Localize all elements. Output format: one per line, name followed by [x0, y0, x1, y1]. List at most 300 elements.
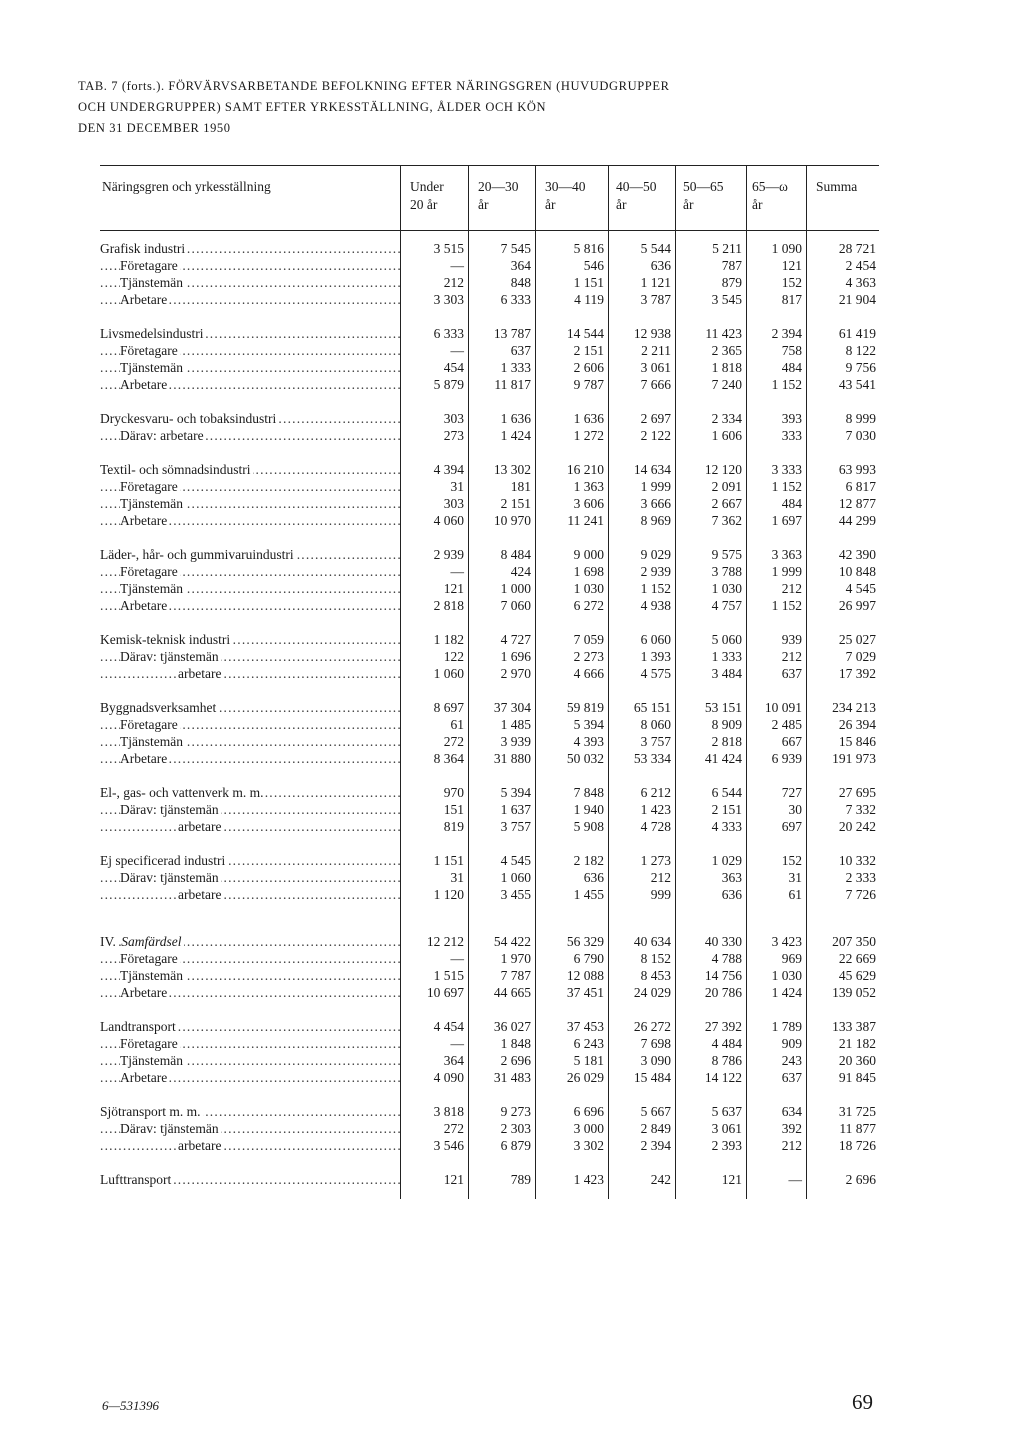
cell-value: 54 422 [493, 934, 531, 949]
cell-value: 1 970 [500, 951, 531, 966]
row-label: Tjänstemän ..... [100, 359, 400, 376]
cell-value: 18 726 [838, 1138, 876, 1153]
cell-value: 636 [583, 870, 604, 885]
cell-value: 242 [650, 1172, 671, 1187]
row-label: Arbetare ..... [100, 376, 400, 393]
cell-value: 4 119 [574, 292, 604, 307]
table-row [100, 852, 880, 869]
table-row [100, 1120, 880, 1137]
cell-value: 31 [450, 870, 464, 885]
cell-value: 4 788 [711, 951, 742, 966]
cell-value: — [450, 951, 464, 966]
cell-value: 191 973 [832, 751, 876, 766]
cell-value: 26 272 [633, 1019, 671, 1034]
cell-value: 5 667 [640, 1104, 671, 1119]
cell-value: 3 455 [500, 887, 531, 902]
cell-value: 28 721 [838, 241, 876, 256]
cell-value: 8 697 [433, 700, 464, 715]
table-row [100, 716, 880, 733]
spacer-row [100, 308, 880, 325]
cell-value: 37 304 [493, 700, 531, 715]
table-row [100, 410, 880, 427]
table-row [100, 1018, 880, 1035]
table-row [100, 699, 880, 716]
cell-value: 212 [781, 581, 802, 596]
cell-value: 2 365 [711, 343, 742, 358]
cell-value: 17 392 [838, 666, 876, 681]
table-row [100, 597, 880, 614]
cell-value: 6 333 [500, 292, 531, 307]
cell-value: 40 330 [704, 934, 742, 949]
cell-value: 1 423 [573, 1172, 604, 1187]
cell-value: 8 453 [640, 968, 671, 983]
cell-value: 1 999 [640, 479, 671, 494]
cell-value: 1 636 [500, 411, 531, 426]
cell-value: 8 152 [640, 951, 671, 966]
spacer-row [100, 393, 880, 410]
cell-value: 40 634 [633, 934, 671, 949]
table-row [100, 750, 880, 767]
cell-value: 637 [781, 666, 802, 681]
row-label: Tjänstemän ..... [100, 580, 400, 597]
cell-value: 9 575 [711, 547, 742, 562]
table-row [100, 1171, 880, 1188]
cell-value: 817 [781, 292, 802, 307]
row-label: arbetare ..... [100, 886, 400, 903]
cell-value: 2 394 [771, 326, 802, 341]
cell-value: 7 332 [845, 802, 876, 817]
cell-value: 3 546 [433, 1138, 464, 1153]
cell-value: 5 816 [573, 241, 604, 256]
cell-value: 6 817 [845, 479, 876, 494]
cell-value: 3 484 [711, 666, 742, 681]
cell-value: 3 423 [771, 934, 802, 949]
cell-value: 151 [443, 802, 464, 817]
title-line-3: DEN 31 DECEMBER 1950 [78, 121, 231, 135]
header-summa: Summa [816, 179, 858, 194]
cell-value: 1 393 [640, 649, 671, 664]
cell-value: 5 181 [573, 1053, 604, 1068]
cell-value: 22 669 [838, 951, 876, 966]
table-row [100, 291, 880, 308]
cell-value: 6 272 [573, 598, 604, 613]
spacer-row [100, 529, 880, 546]
row-label: arbetare ..... [100, 665, 400, 682]
cell-value: 4 090 [433, 1070, 464, 1085]
cell-value: 758 [781, 343, 802, 358]
cell-value: 3 939 [500, 734, 531, 749]
cell-value: 44 665 [493, 985, 531, 1000]
row-label: Landtransport ..... [100, 1018, 400, 1035]
cell-value: 61 [450, 717, 464, 732]
cell-value: 697 [781, 819, 802, 834]
cell-value: 7 666 [640, 377, 671, 392]
cell-value: 1 030 [711, 581, 742, 596]
table-row [100, 886, 880, 903]
cell-value: 2 454 [845, 258, 876, 273]
cell-value: 2 696 [500, 1053, 531, 1068]
cell-value: 2 849 [640, 1121, 671, 1136]
cell-value: 2 696 [845, 1172, 876, 1187]
cell-value: 13 302 [493, 462, 531, 477]
cell-value: 212 [443, 275, 464, 290]
cell-value: 2 667 [711, 496, 742, 511]
cell-value: 4 333 [711, 819, 742, 834]
cell-value: 819 [443, 819, 464, 834]
page-number: 69 [852, 1390, 873, 1414]
cell-value: 4 666 [573, 666, 604, 681]
row-label: Arbetare ..... [100, 750, 400, 767]
table-row [100, 818, 880, 835]
cell-value: 139 052 [832, 985, 876, 1000]
cell-value: 8 786 [711, 1053, 742, 1068]
cell-value: 20 242 [838, 819, 876, 834]
cell-value: 14 544 [566, 326, 604, 341]
table-row [100, 325, 880, 342]
table-row [100, 1103, 880, 1120]
cell-value: 970 [443, 785, 464, 800]
cell-value: 4 727 [500, 632, 531, 647]
cell-value: 24 029 [633, 985, 671, 1000]
row-label: Sjötransport m. m. ..... [100, 1103, 400, 1120]
row-label: IV. Samfärdsel ..... [100, 933, 400, 950]
cell-value: 7 545 [500, 241, 531, 256]
cell-value: 31 [450, 479, 464, 494]
cell-value: 2 182 [573, 853, 604, 868]
cell-value: 3 333 [771, 462, 802, 477]
row-label: Företagare ..... [100, 1035, 400, 1052]
cell-value: 121 [781, 258, 802, 273]
cell-value: 27 695 [838, 785, 876, 800]
spacer-row [100, 1154, 880, 1171]
cell-value: 1 152 [640, 581, 671, 596]
row-label: Tjänstemän ..... [100, 1052, 400, 1069]
table-row [100, 733, 880, 750]
row-label: Arbetare ..... [100, 291, 400, 308]
cell-value: 789 [510, 1172, 531, 1187]
cell-value: 333 [781, 428, 802, 443]
cell-value: 65 151 [633, 700, 671, 715]
top-rule [100, 165, 879, 166]
cell-value: 637 [510, 343, 531, 358]
row-label: Tjänstemän ..... [100, 274, 400, 291]
cell-value: 4 484 [711, 1036, 742, 1051]
cell-value: 634 [781, 1104, 802, 1119]
cell-value: 2 273 [573, 649, 604, 664]
cell-value: 1 423 [640, 802, 671, 817]
spacer-row [100, 767, 880, 784]
cell-value: 1 030 [573, 581, 604, 596]
cell-value: 1 273 [640, 853, 671, 868]
cell-value: 121 [443, 1172, 464, 1187]
cell-value: 1 121 [640, 275, 671, 290]
cell-value: 637 [781, 1070, 802, 1085]
cell-value: 2 091 [711, 479, 742, 494]
table-row [100, 665, 880, 682]
cell-value: 1 090 [771, 241, 802, 256]
table-row [100, 274, 880, 291]
cell-value: 3 788 [711, 564, 742, 579]
cell-value: 181 [510, 479, 531, 494]
cell-value: 3 787 [640, 292, 671, 307]
cell-value: 1 000 [500, 581, 531, 596]
table-title [78, 76, 958, 139]
cell-value: 26 029 [566, 1070, 604, 1085]
cell-value: 1 848 [500, 1036, 531, 1051]
cell-value: 4 575 [640, 666, 671, 681]
cell-value: 6 243 [573, 1036, 604, 1051]
cell-value: 1 636 [573, 411, 604, 426]
cell-value: 5 211 [712, 241, 742, 256]
cell-value: 11 423 [705, 326, 742, 341]
cell-value: 1 697 [771, 513, 802, 528]
row-label: Företagare ..... [100, 342, 400, 359]
cell-value: 1 272 [573, 428, 604, 443]
cell-value: 8 364 [433, 751, 464, 766]
cell-value: 1 333 [711, 649, 742, 664]
row-label: Företagare ..... [100, 950, 400, 967]
cell-value: 31 [788, 870, 802, 885]
cell-value: 727 [781, 785, 802, 800]
table-row [100, 512, 880, 529]
cell-value: 4 728 [640, 819, 671, 834]
row-label: Därav: tjänstemän ..... [100, 1120, 400, 1137]
table-row [100, 546, 880, 563]
cell-value: 212 [781, 649, 802, 664]
cell-value: 969 [781, 951, 802, 966]
cell-value: 3 818 [433, 1104, 464, 1119]
cell-value: 2 151 [500, 496, 531, 511]
cell-value: 2 818 [433, 598, 464, 613]
cell-value: 42 390 [838, 547, 876, 562]
cell-value: 8 999 [845, 411, 876, 426]
cell-value: — [450, 258, 464, 273]
cell-value: 2 122 [640, 428, 671, 443]
cell-value: 4 545 [500, 853, 531, 868]
header-under-20: Under 20 år [410, 179, 444, 212]
cell-value: 8 484 [500, 547, 531, 562]
cell-value: 45 629 [838, 968, 876, 983]
cell-value: 7 787 [500, 968, 531, 983]
cell-value: 15 484 [633, 1070, 671, 1085]
cell-value: 61 419 [838, 326, 876, 341]
cell-value: 2 393 [711, 1138, 742, 1153]
cell-value: 1 060 [500, 870, 531, 885]
header-40-50: 40—50 år [616, 179, 657, 212]
cell-value: — [450, 1036, 464, 1051]
cell-value: 20 786 [704, 985, 742, 1000]
cell-value: 364 [510, 258, 531, 273]
row-label: Livsmedelsindustri ..... [100, 325, 400, 342]
cell-value: 909 [781, 1036, 802, 1051]
table-row [100, 257, 880, 274]
cell-value: 1 152 [771, 377, 802, 392]
row-label: Läder-, hår- och gummivaruindustri ..... [100, 546, 400, 563]
cell-value: 546 [583, 258, 604, 273]
cell-value: 61 [788, 887, 802, 902]
table-row [100, 580, 880, 597]
cell-value: 4 938 [640, 598, 671, 613]
cell-value: 393 [781, 411, 802, 426]
cell-value: 207 350 [832, 934, 876, 949]
cell-value: 212 [781, 1138, 802, 1153]
cell-value: 20 360 [838, 1053, 876, 1068]
cell-value: 4 545 [845, 581, 876, 596]
cell-value: 636 [721, 887, 742, 902]
cell-value: 1 363 [573, 479, 604, 494]
cell-value: 53 151 [704, 700, 742, 715]
header-label: Näringsgren och yrkesställning [102, 179, 271, 194]
cell-value: 3 545 [711, 292, 742, 307]
cell-value: 31 725 [838, 1104, 876, 1119]
cell-value: 1 424 [771, 985, 802, 1000]
title-line-1: TAB. 7 (forts.). FÖRVÄRVSARBETANDE BEFOLKNING EFTER NÄRINGSGREN (HUVUDGRUPPER [78, 79, 670, 93]
cell-value: 12 120 [704, 462, 742, 477]
cell-value: 21 904 [838, 292, 876, 307]
cell-value: 21 182 [838, 1036, 876, 1051]
table-row [100, 984, 880, 1001]
row-label: Företagare ..... [100, 563, 400, 580]
row-label: Tjänstemän ..... [100, 967, 400, 984]
table-row [100, 342, 880, 359]
cell-value: 1 424 [500, 428, 531, 443]
cell-value: 14 634 [633, 462, 671, 477]
cell-value: 1 696 [500, 649, 531, 664]
row-label: Därav: arbetare ..... [100, 427, 400, 444]
cell-value: 11 877 [839, 1121, 876, 1136]
row-label: Byggnadsverksamhet ..... [100, 699, 400, 716]
cell-value: 3 061 [711, 1121, 742, 1136]
cell-value: 1 940 [573, 802, 604, 817]
cell-value: 3 757 [640, 734, 671, 749]
cell-value: 1 485 [500, 717, 531, 732]
cell-value: 454 [443, 360, 464, 375]
table-row [100, 461, 880, 478]
cell-value: 122 [443, 649, 464, 664]
row-label: El-, gas- och vattenverk m. m. ..... [100, 784, 400, 801]
cell-value: 8 122 [845, 343, 876, 358]
cell-value: 152 [781, 853, 802, 868]
cell-value: 3 666 [640, 496, 671, 511]
cell-value: 212 [650, 870, 671, 885]
cell-value: 5 908 [573, 819, 604, 834]
cell-value: 8 060 [640, 717, 671, 732]
cell-value: 2 151 [573, 343, 604, 358]
cell-value: 1 182 [433, 632, 464, 647]
cell-value: 2 333 [845, 870, 876, 885]
cell-value: 2 939 [640, 564, 671, 579]
data-table [100, 240, 880, 1188]
cell-value: 10 091 [764, 700, 802, 715]
table-row [100, 801, 880, 818]
cell-value: 3 090 [640, 1053, 671, 1068]
cell-value: 1 152 [771, 598, 802, 613]
cell-value: 7 362 [711, 513, 742, 528]
cell-value: 1 698 [573, 564, 604, 579]
cell-value: 5 544 [640, 241, 671, 256]
cell-value: 10 332 [838, 853, 876, 868]
cell-value: 2 818 [711, 734, 742, 749]
cell-value: — [450, 343, 464, 358]
row-label: arbetare ..... [100, 818, 400, 835]
cell-value: 13 787 [493, 326, 531, 341]
row-label: Arbetare ..... [100, 512, 400, 529]
cell-value: 939 [781, 632, 802, 647]
cell-value: 1 152 [771, 479, 802, 494]
cell-value: 1 515 [433, 968, 464, 983]
row-label: Därav: tjänstemän ..... [100, 869, 400, 886]
cell-value: 121 [443, 581, 464, 596]
cell-value: 41 424 [704, 751, 742, 766]
cell-value: 1 606 [711, 428, 742, 443]
cell-value: 63 993 [838, 462, 876, 477]
row-label: arbetare ..... [100, 1137, 400, 1154]
cell-value: 303 [443, 411, 464, 426]
row-label: Lufttransport ..... [100, 1171, 400, 1188]
cell-value: 121 [721, 1172, 742, 1187]
table-row [100, 359, 880, 376]
cell-value: 848 [510, 275, 531, 290]
cell-value: 5 879 [433, 377, 464, 392]
cell-value: 31 880 [493, 751, 531, 766]
cell-value: 2 303 [500, 1121, 531, 1136]
cell-value: 16 210 [566, 462, 604, 477]
table-row [100, 1137, 880, 1154]
cell-value: 50 032 [566, 751, 604, 766]
cell-value: 667 [781, 734, 802, 749]
cell-value: 44 299 [838, 513, 876, 528]
cell-value: 5 394 [500, 785, 531, 800]
header-65-omega: 65—ω år [752, 179, 788, 212]
table-row [100, 784, 880, 801]
cell-value: 30 [788, 802, 802, 817]
table-row [100, 1052, 880, 1069]
cell-value: 12 088 [566, 968, 604, 983]
row-label: Därav: tjänstemän ..... [100, 648, 400, 665]
table-row [100, 563, 880, 580]
print-code: 6—531396 [102, 1398, 160, 1413]
cell-value: 1 151 [433, 853, 464, 868]
cell-value: 999 [650, 887, 671, 902]
table-row [100, 631, 880, 648]
cell-value: 9 029 [640, 547, 671, 562]
table-row [100, 376, 880, 393]
cell-value: 5 637 [711, 1104, 742, 1119]
cell-value: 1 455 [573, 887, 604, 902]
cell-value: 11 817 [494, 377, 531, 392]
cell-value: 7 698 [640, 1036, 671, 1051]
cell-value: 27 392 [704, 1019, 742, 1034]
cell-value: 6 696 [573, 1104, 604, 1119]
table-row [100, 240, 880, 257]
cell-value: 5 394 [573, 717, 604, 732]
cell-value: 37 453 [566, 1019, 604, 1034]
cell-value: 25 027 [838, 632, 876, 647]
cell-value: 7 030 [845, 428, 876, 443]
row-label: Ej specificerad industri ..... [100, 852, 400, 869]
cell-value: 7 060 [500, 598, 531, 613]
cell-value: 152 [781, 275, 802, 290]
cell-value: — [450, 564, 464, 579]
cell-value: 31 483 [493, 1070, 531, 1085]
cell-value: 7 029 [845, 649, 876, 664]
row-label: Företagare ..... [100, 478, 400, 495]
cell-value: 7 240 [711, 377, 742, 392]
row-label: Därav: tjänstemän ..... [100, 801, 400, 818]
spacer-row [100, 614, 880, 631]
cell-value: 14 122 [704, 1070, 742, 1085]
cell-value: 91 845 [838, 1070, 876, 1085]
